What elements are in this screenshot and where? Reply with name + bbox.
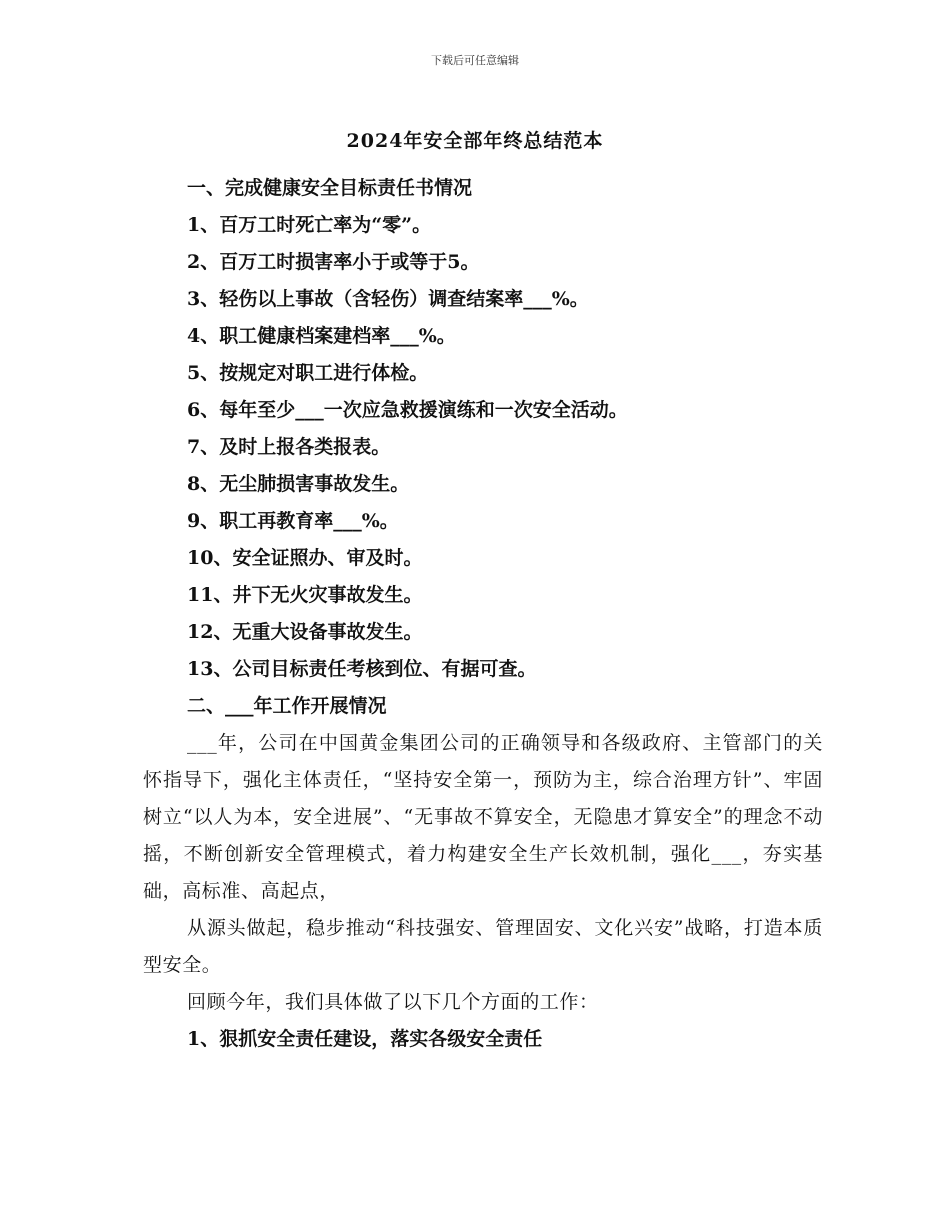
document-title: 2024年安全部年终总结范本 [346,130,604,152]
paragraph: 从源头做起，稳步推动“科技强安、管理固安、文化兴安”战略，打造本质型安全。 [143,917,823,976]
list-item: 13、公司目标责任考核到位、有据可查。 [187,658,537,680]
list-item: 7、及时上报各类报表。 [187,436,391,458]
section-1-heading: 一、完成健康安全目标责任书情况 [187,177,473,199]
list-item: 2、百万工时损害率小于或等于5。 [187,251,480,273]
list-item: 12、无重大设备事故发生。 [187,621,423,643]
header-note: 下载后可任意编辑 [431,54,519,67]
list-item: 3、轻伤以上事故（含轻伤）调查结案率___%。 [187,288,589,310]
list-item: 5、按规定对职工进行体检。 [187,362,429,384]
list-item: 1、百万工时死亡率为“零”。 [187,214,432,236]
document-body [143,170,823,1058]
section-2-subheading: 1、狠抓安全责任建设，落实各级安全责任 [187,1028,543,1050]
list-item: 6、每年至少___一次应急救援演练和一次安全活动。 [187,399,628,421]
section-2-heading: 二、___年工作开展情况 [187,695,387,717]
list-item: 9、职工再教育率___%。 [187,510,399,532]
list-item: 10、安全证照办、审及时。 [187,547,423,569]
list-item: 4、职工健康档案建档率___%。 [187,325,456,347]
list-item: 11、井下无火灾事故发生。 [187,584,423,606]
paragraph: 回顾今年，我们具体做了以下几个方面的工作： [187,991,599,1013]
list-item: 8、无尘肺损害事故发生。 [187,473,410,495]
paragraph: ___年，公司在中国黄金集团公司的正确领导和各级政府、主管部门的关怀指导下，强化主体责任，“坚持安全第一，预防为主，综合治理方针”、牢固树立“以人为本，安全进展”、“无事故不算安全，无隐患才算安全”的理念不动摇，不断创新安全管理模式，着力构建安全生产长效机制，强化___，夯实基础，高标准、高起点， [143,732,823,902]
